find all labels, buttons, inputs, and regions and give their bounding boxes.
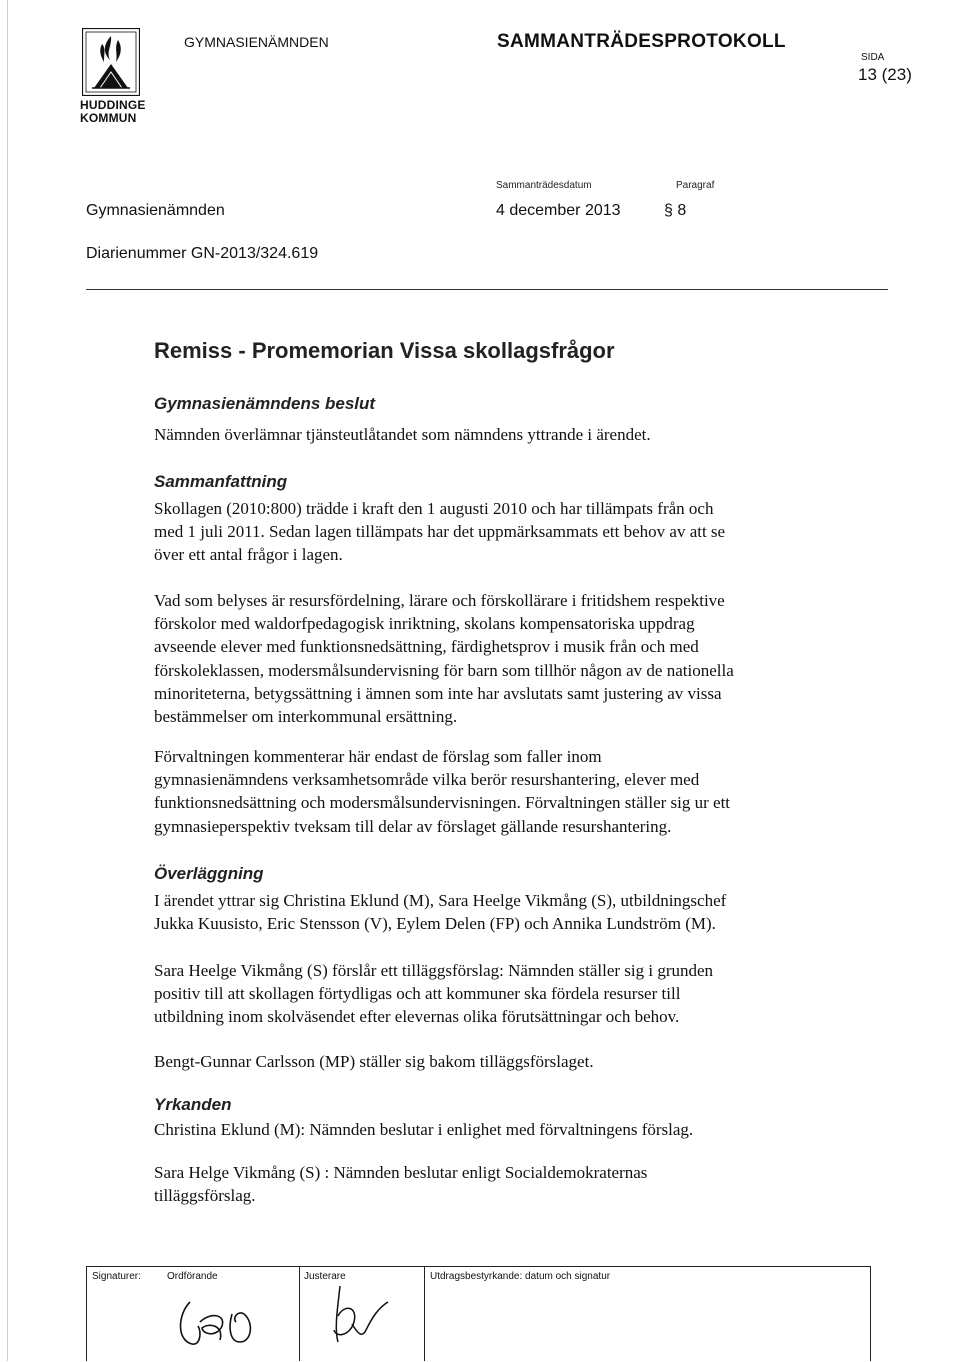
municipality-name — [80, 99, 146, 125]
text-line: förskolor med waldorfpedagogisk inriktning, skolans kompensatoriska uppdrag — [154, 614, 695, 634]
municipality-logo-icon — [82, 28, 140, 96]
text-line: Sara Helge Vikmång (S) : Nämnden beslutar enligt Socialdemokraternas — [154, 1163, 648, 1182]
text-line: I ärendet yttrar sig Christina Eklund (M), Sara Heelge Vikmång (S), utbildningschef — [154, 891, 727, 910]
page-label: SIDA — [861, 52, 885, 63]
board-name-header: GYMNASIENÄMNDEN — [184, 34, 329, 50]
diary-number: Diarienummer GN-2013/324.619 — [86, 245, 319, 262]
motion-2 — [154, 1161, 844, 1207]
text-line: utbildning inom skolväsendet efter elevernas olika förutsättningar och behov. — [154, 1007, 680, 1027]
committee-name: Gymnasienämnden — [86, 202, 225, 219]
summary-heading: Sammanfattning — [154, 472, 288, 491]
paragraph-number: § 8 — [664, 202, 687, 219]
text-line: bestämmelser om interkommunal ersättning. — [154, 707, 458, 727]
decision-heading: Gymnasienämndens beslut — [154, 394, 376, 413]
text-line: Nämnden överlämnar tjänsteutlåtandet som nämndens yttrande i ärendet. — [154, 425, 651, 444]
summary-paragraph — [154, 497, 844, 567]
text-line: Skollagen (2010:800) trädde i kraft den 1 augusti 2010 och har tillämpats från och — [154, 499, 714, 518]
text-line: Bengt-Gunnar Carlsson (MP) ställer sig bakom tilläggsförslaget. — [154, 1052, 594, 1071]
deliberation-heading: Överläggning — [154, 864, 264, 883]
municipality-line: KOMMUN — [80, 111, 137, 125]
support-statement — [154, 1050, 844, 1073]
scope-paragraph — [154, 589, 844, 728]
page-number: 13 (23) — [858, 65, 912, 84]
text-line: över ett antal frågor i lagen. — [154, 545, 343, 565]
text-line: Sara Heelge Vikmång (S) förslår ett tilläggsförslag: Nämnden ställer sig i grunden — [154, 961, 714, 980]
text-line: Förvaltningen kommenterar här endast de förslag som faller inom — [154, 747, 602, 766]
municipality-line: HUDDINGE — [80, 98, 146, 112]
adjuster-signature-icon — [318, 1276, 398, 1361]
motions-heading: Yrkanden — [154, 1095, 232, 1114]
adjuster-label: Justerare — [304, 1271, 346, 1282]
text-line: Vad som belyses är resursfördelning, lärare och förskollärare i fritidshem respektive — [154, 591, 725, 610]
paragraph-label: Paragraf — [676, 180, 715, 191]
scan-edge — [7, 0, 8, 1361]
supplementary-proposal — [154, 959, 844, 1029]
text-line: med 1 juli 2011. Sedan lagen tillämpats har det uppmärksammats ett behov av att se — [154, 522, 726, 542]
administration-paragraph — [154, 745, 844, 838]
document-type: SAMMANTRÄDESPROTOKOLL — [497, 31, 786, 52]
text-line: Jukka Kuusisto, Eric Stensson (V), Eylem Delen (FP) och Annika Lundström (M). — [154, 914, 716, 934]
meeting-date: 4 december 2013 — [496, 202, 621, 219]
extract-label: Utdragsbestyrkande: datum och signatur — [430, 1271, 611, 1282]
signature-divider — [870, 1266, 871, 1361]
signature-divider — [86, 1266, 87, 1361]
chair-signature-icon — [170, 1292, 270, 1357]
text-line: förskoleklassen, modersmålsundervisning för barn som tillhör någon av de nationella — [154, 660, 734, 680]
chair-label: Ordförande — [167, 1271, 218, 1282]
text-line: tilläggsförslag. — [154, 1186, 256, 1206]
text-line: minoriteterna, betygssättning i ämnen som inte har avslutats samt justering av vissa — [154, 683, 722, 703]
text-line: gymnasieperspektiv tveksam till delar av förslaget gällande resurshantering. — [154, 816, 672, 836]
page-title: Remiss - Promemorian Vissa skollagsfrågor — [154, 338, 615, 363]
signatures-label: Signaturer: — [92, 1271, 141, 1282]
text-line: funktionsnedsättning och modersmålsundervisningen. Förvaltningen ställer sig ur ett — [154, 793, 731, 813]
date-label: Sammanträdesdatum — [496, 180, 592, 191]
text-line: avseende elever med funktionsnedsättning, färdighetsprov i musik från och med — [154, 637, 699, 657]
text-line: Christina Eklund (M): Nämnden beslutar i enlighet med förvaltningens förslag. — [154, 1120, 694, 1139]
decision-text — [154, 423, 844, 446]
deliberation-speakers — [154, 889, 844, 935]
text-line: gymnasienämndens verksamhetsområde vilka berör resurshantering, elever med — [154, 770, 700, 790]
signature-divider — [299, 1266, 300, 1361]
signature-divider — [424, 1266, 425, 1361]
text-line: positiv till att skollagen förtydligas och att kommuner ska fördela resurser till — [154, 984, 681, 1004]
motion-1 — [154, 1118, 844, 1141]
header-divider — [86, 289, 888, 290]
